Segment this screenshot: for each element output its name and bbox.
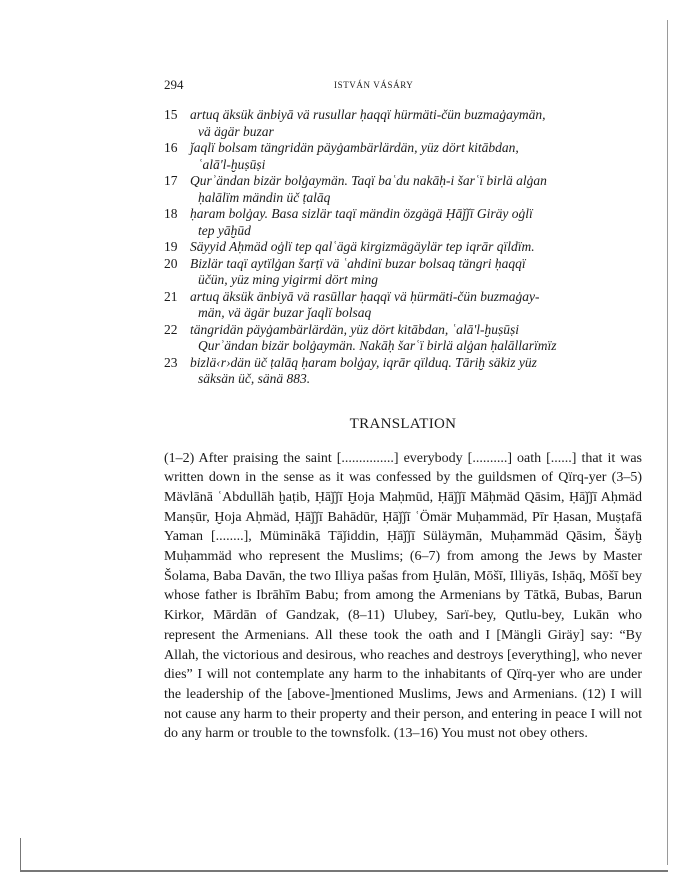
verse-text [190, 140, 519, 173]
verse-text [190, 173, 547, 206]
verse-line-main: Qurʾändan bizär bolġaymän. Taqï baʿdu nakāḥ-i šarʿï birlä alġan [190, 173, 547, 188]
verse-text [190, 289, 539, 322]
verse-number: 23 [164, 354, 178, 370]
verse-number: 15 [164, 107, 178, 122]
verse-line-main: tängridän päyġambärlärdän, yüz dört kitābdan, ʿalā'l-ḫuṣūṣi [190, 321, 520, 337]
verse-line-continuation: Qurʾändan bizär bolġaymän. Nakāḥ šarʿï birlä alġan ḥalāllarïmïz [198, 338, 557, 353]
verse-line-continuation: ʿalā'l-ḫuṣūṣi [198, 156, 266, 172]
verse-number: 17 [164, 173, 178, 188]
running-head: ISTVÁN VÁSÁRY [334, 80, 414, 90]
verse-line-main: bizlä‹r›dän üč ṭalāq ḥaram bolġay, iqrār qïlduq. Tāriḫ säkiz yüz [190, 354, 537, 370]
page-number: 294 [164, 77, 184, 92]
page-edge-left [20, 838, 21, 872]
verse-line [164, 355, 642, 388]
verse-line-continuation: vä ägär buzar [198, 123, 274, 139]
verse-line-main: artuq äksük änbiyā vä rasūllar ḥaqqï vä ḥürmäti-čün buzmaġay- [190, 288, 540, 304]
verse-line [164, 173, 642, 206]
verse-line [164, 256, 642, 289]
verse-line-continuation: säksän üč, sänä 883. [198, 371, 311, 386]
verse-line-continuation: tep yāḫūd [198, 222, 251, 238]
verse-text [190, 239, 535, 256]
verse-line [164, 140, 642, 173]
page-edge-right [667, 20, 668, 865]
verse-text [190, 355, 537, 388]
verse-text [190, 206, 533, 239]
translation-heading: TRANSLATION [349, 415, 457, 432]
page-header [164, 77, 642, 95]
verse-number: 22 [164, 321, 178, 337]
verse-line [164, 239, 642, 256]
verse-number: 16 [164, 140, 178, 155]
page-body [164, 77, 642, 744]
translation-text: (1–2) After praising the saint [...............] everybody [..........] oath [......] that it was written down in the sense as it was confessed by the guildsmen of Qïrq-yer (3–5) Mävlānā ʿAbdullāh ḫaṭib, Ḥāǰǰī Ḫoja Maḥmūd, Ḥāǰǰī Māḥmäd Qāsim, Ḥāǰǰī Aḥmäd Manṣūr, Ḫoja Aḥmäd, Ḥāǰǰī Bahādūr, Ḥāǰǰī ʿÖmär Muḥammäd, Pīr Ḥasan, Muṣṭafā Yaman [........], Müminākā Tāǰiddin, Ḥāǰǰī Süläymān, Muḥammäd Qāsim, Šäyḫ Muḥammäd who represent the Muslims; (6–7) from among the Jews by Master Šolama, Baba Davān, the two Illiya pašas from Ḫulān, Mōšī, Illiyās, Isḥāq, Mōšī bey whose father is Ibrāhīm Babu; from among the Armenians by Tātkā, Bubas, Barun Kirkor, Mārdān of Gandzak, (8–11) Ulubey, Sarï-bey, Qutlu-bey, Lukān who represent the Armenians. All these took the oath and I [Mängli Giräy] say: “By Allah, the victorious and desirous, who reaches and destroys [everything], who never dies” I will not contemplate any harm to the inhabitants of Qïrq-yer who are under the leadership of the [above-]mentioned Muslims, Jews and Armenians. (12) I will not cause any harm to their property and their person, and entering in peace I will not do any harm or trouble to the townsfolk. (13–16) You must not obey others. [164, 450, 642, 742]
verse-number: 19 [164, 239, 178, 254]
verse-text [190, 107, 545, 140]
verse-line-main: artuq äksük änbiyā vä rusullar ḥaqqï hürmäti-čün buzmaġaymän, [190, 107, 546, 122]
verse-line-main: ǰaqlï bolsam tängridän päyġambärlärdän, yüz dört kitābdan, [190, 140, 519, 155]
verse-number: 18 [164, 206, 178, 221]
verse-line [164, 322, 642, 355]
verse-number: 20 [164, 255, 178, 271]
verse-line [164, 107, 642, 140]
page-edge-bottom [20, 870, 668, 872]
verse-line-main: Bizlär taqï aytïlġan šarṭï vä ʿahdinï buzar bolsaq tängri ḥaqqï [190, 255, 526, 271]
verse-line [164, 289, 642, 322]
verse-text [190, 256, 526, 289]
verse-text [190, 322, 557, 355]
verse-number: 21 [164, 288, 178, 304]
verse-line [164, 206, 642, 239]
verse-line-continuation: üčün, yüz ming yigirmi dört ming [198, 272, 378, 287]
verse-line-continuation: män, vä ägär buzar ǰaqlï bolsaq [198, 305, 372, 320]
verse-line-continuation: ḥalālïm mändin üč ṭalāq [198, 189, 331, 205]
verse-line-main: Säyyid Aḥmäd oġlï tep qalʿägä kirgizmägäylär tep iqrār qïldïm. [190, 239, 535, 254]
verse-list [164, 107, 642, 388]
verse-line-main: ḥaram bolġay. Basa sizlär taqï mändin özgägä Ḥāǰǰī Giräy oġlï [190, 206, 533, 221]
